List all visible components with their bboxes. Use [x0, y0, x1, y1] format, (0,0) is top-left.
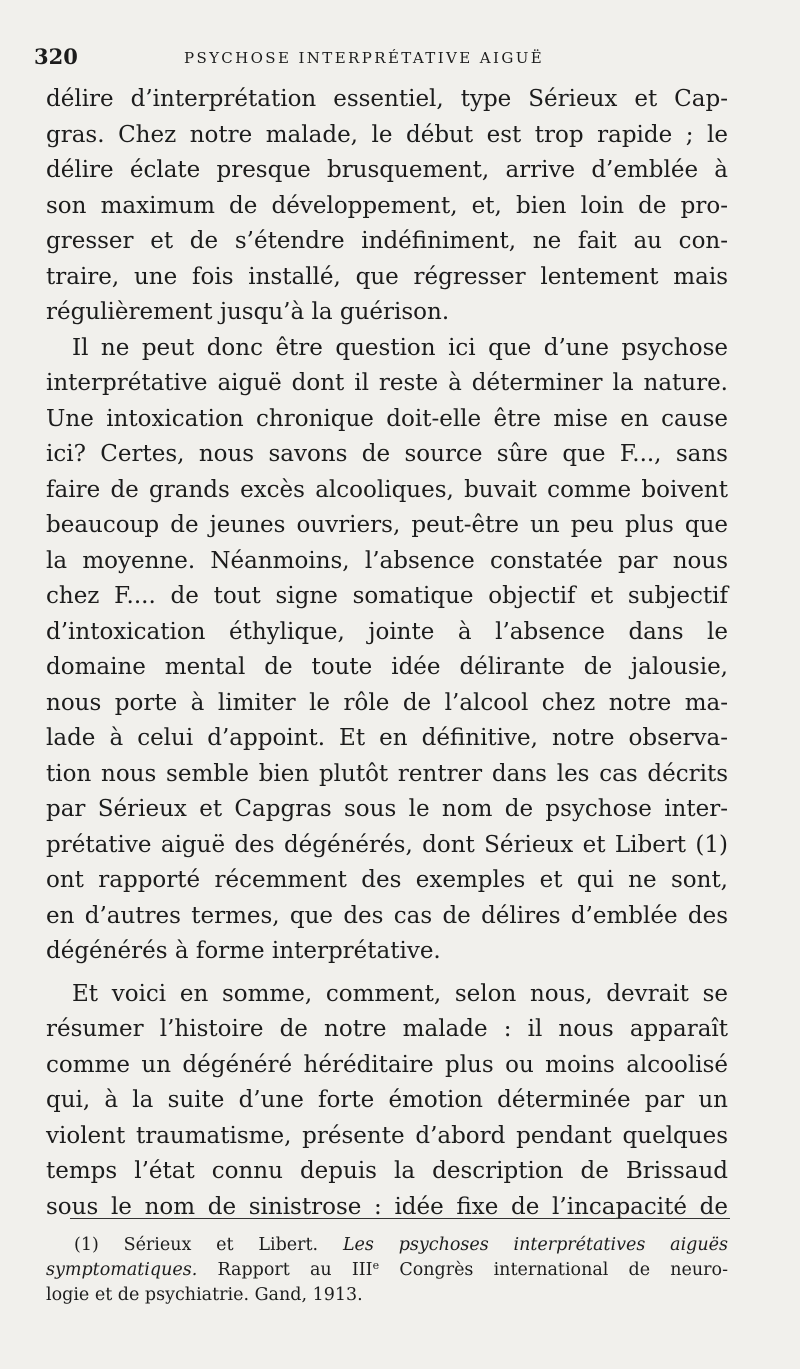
- text-line: nous porte à limiter le rôle de l’alcool chez notre ma-: [46, 689, 728, 716]
- body-text: [46, 82, 728, 1225]
- text-line: délire d’interprétation essentiel, type Sérieux et Cap-: [46, 86, 728, 112]
- text-line: traire, une fois installé, que régresser lentement mais: [46, 263, 728, 290]
- text-line: délire éclate presque brusquement, arrive d’emblée à: [46, 157, 728, 183]
- text-line: sous le nom de sinistrose : idée fixe de l’incapacité de: [46, 1193, 728, 1220]
- text-line: chez F.... de tout signe somatique objectif et subjectif: [46, 583, 728, 609]
- footnote-line: symptomatiques. Rapport au IIIe Congrès international de neuro-: [46, 1259, 729, 1280]
- text-line: gras. Chez notre malade, le début est trop rapide ; le: [46, 121, 728, 148]
- text-line: gresser et de s’étendre indéfiniment, ne fait au con-: [46, 228, 728, 254]
- text-line: son maximum de développement, et, bien loin de pro-: [46, 192, 728, 219]
- footnote-rule: [70, 1218, 730, 1219]
- footnote-line: logie et de psychiatrie. Gand, 1913.: [46, 1285, 363, 1305]
- text-line: faire de grands excès alcooliques, buvait comme boivent: [46, 476, 728, 503]
- text-line: résumer l’histoire de notre malade : il nous apparaît: [46, 1016, 728, 1042]
- footnote: [46, 1233, 728, 1308]
- text-line: beaucoup de jeunes ouvriers, peut-être un peu plus que: [46, 512, 728, 538]
- text-line: temps l’état connu depuis la description de Brissaud: [46, 1158, 728, 1184]
- text-line: d’intoxication éthylique, jointe à l’absence dans le: [46, 618, 728, 645]
- text-line: tion nous semble bien plutôt rentrer dans les cas décrits: [46, 760, 728, 787]
- text-line: lade à celui d’appoint. Et en définitive, notre observa-: [46, 725, 728, 751]
- text-line: par Sérieux et Capgras sous le nom de psychose inter-: [46, 796, 728, 822]
- text-line: en d’autres termes, que des cas de délires d’emblée des: [46, 902, 728, 929]
- text-line: comme un dégénéré héréditaire plus ou moins alcoolisé: [46, 1051, 728, 1078]
- text-line: ici? Certes, nous savons de source sûre que F..., sans: [46, 441, 728, 467]
- text-line: prétative aiguë des dégénérés, dont Sérieux et Libert (1): [46, 831, 728, 858]
- text-line: régulièrement jusqu’à la guérison.: [46, 299, 450, 325]
- text-line: Il ne peut donc être question ici que d’une psychose: [72, 334, 728, 361]
- footnote-line: [46, 1233, 728, 1258]
- footnote-title-cont: symptomatiques.: [46, 1260, 198, 1280]
- text-line: la moyenne. Néanmoins, l’absence constatée par nous: [46, 547, 728, 574]
- text-line: Une intoxication chronique doit-elle être mise en cause: [46, 405, 728, 432]
- page-header: [34, 44, 734, 74]
- footnote-marker: (1) Sérieux et Libert.: [74, 1235, 319, 1255]
- text-line: Et voici en somme, comment, selon nous, devrait se: [72, 980, 728, 1007]
- running-head: PSYCHOSE INTERPRÉTATIVE AIGUË: [184, 49, 545, 67]
- text-line: ont rapporté récemment des exemples et qui ne sont,: [46, 867, 728, 893]
- text-line: domaine mental de toute idée délirante de jalousie,: [46, 654, 728, 680]
- text-line: qui, à la suite d’une forte émotion déterminée par un: [46, 1087, 728, 1113]
- footnote-title: Les psychoses interprétatives aiguës: [342, 1235, 728, 1255]
- text-line: interprétative aiguë dont il reste à déterminer la nature.: [46, 370, 728, 396]
- page-number: 320: [34, 44, 78, 69]
- text-line: violent traumatisme, présente d’abord pendant quelques: [46, 1122, 728, 1149]
- text-line: dégénérés à forme interprétative.: [46, 938, 441, 964]
